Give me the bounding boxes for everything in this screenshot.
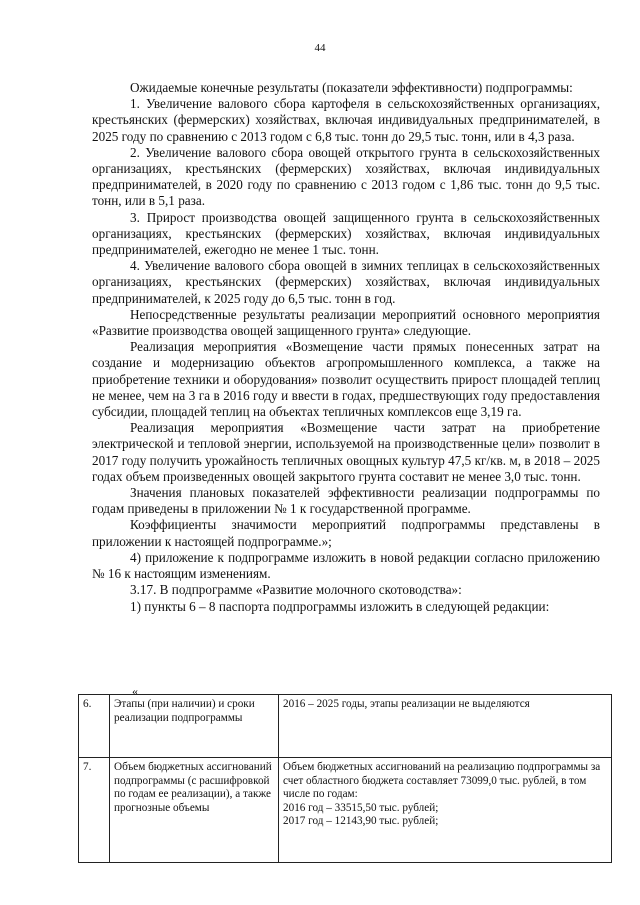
table-row <box>79 758 612 863</box>
opening-quote-mark: « <box>132 684 138 698</box>
paragraph-result-3: 3. Прирост производства овощей защищенного грунта в сельскохозяйственных организациях, крестьянских (фермерских) хозяйствах, включая индивидуальных предпринимателей, ежегодно не менее 1 тыс. тонн. <box>92 209 600 258</box>
document-body <box>92 80 600 615</box>
paragraph-results-intro: Ожидаемые конечные результаты (показатели эффективности) подпрограммы: <box>130 80 573 95</box>
row-name: Этапы (при наличии) и сроки реализации подпрограммы <box>110 695 279 758</box>
paragraph-result-1: 1. Увеличение валового сбора картофеля в сельскохозяйственных организациях, крестьянских (фермерских) хозяйствах, включая индивидуальных предпринимателей, в 2025 году по сравнению с 2013 годом с 6,8 тыс. тонн до 29,5 тыс. тонн, или в 4,3 раза. <box>92 96 600 144</box>
row-value-text: Объем бюджетных ассигнований на реализацию подпрограммы за счет областного бюджета составляет 73099,0 тыс. рублей, в том числе по годам: <box>283 761 601 801</box>
paragraph-subprogram-dairy: 3.17. В подпрограмме «Развитие молочного скотоводства»: <box>130 582 462 598</box>
row-value: 2016 – 2025 годы, этапы реализации не выделяются <box>279 695 612 758</box>
paragraph-result-4: 4. Увеличение валового сбора овощей в зимних теплицах в сельскохозяйственных организациях, крестьянских (фермерских) хозяйствах, включая индивидуальных предпринимателей, к 2025 году до 6,5 тыс. тонн в год. <box>92 258 600 306</box>
row-name: Объем бюджетных ассигнований подпрограммы (с расшифровкой по годам ее реализации), а также прогнозные объемы <box>110 758 279 863</box>
row-value <box>279 758 612 863</box>
paragraph-measure-2: Реализация мероприятия «Возмещение части затрат на приобретение электрической и тепловой энергии, используемой на производственные цели» позволит в 2017 году получить урожайность тепличных овощных культур 47,5 кг/кв. м, в 2018 – 2025 годах объем произведенных овощей закрытого грунта составит не менее 3,0 тыс. тонн. <box>92 420 600 484</box>
row-value-line: 2016 год – 33515,50 тыс. рублей; <box>283 801 439 814</box>
paragraph-measure-1: Реализация мероприятия «Возмещение части прямых понесенных затрат на создание и модернизацию объектов агропромышленного комплекса, а также на приобретение техники и оборудования» позволит осуществить прирост площадей теплиц не менее, чем на 3 га в 2016 году и ввести в годах, предшествующих году предоставления субсидии, площадей теплиц на объектах тепличных комплексов еще 3,19 га. <box>92 339 600 420</box>
paragraph-planned-values: Значения плановых показателей эффективности реализации подпрограммы по годам приведены в приложении № 1 к государственной программе. <box>92 485 600 517</box>
page-number: 44 <box>314 42 326 54</box>
paragraph-appendix: 4) приложение к подпрограмме изложить в новой редакции согласно приложению № 16 к настоящим изменениям. <box>92 549 600 582</box>
paragraph-coefficients: Коэффициенты значимости мероприятий подпрограммы представлены в приложении к настоящей подпрограмме.»; <box>92 517 600 549</box>
row-number: 7. <box>79 758 110 863</box>
row-value-line: 2017 год – 12143,90 тыс. рублей; <box>283 815 439 828</box>
paragraph-passport-items: 1) пункты 6 – 8 паспорта подпрограммы изложить в следующей редакции: <box>130 598 550 614</box>
paragraph-result-2: 2. Увеличение валового сбора овощей открытого грунта в сельскохозяйственных организациях, крестьянских (фермерских) хозяйствах, включая индивидуальных предпринимателей, в 2020 году по сравнению с 2013 годом с 1,86 тыс. тонн до 9,5 тыс. тонн, или в 5,1 раза. <box>92 144 600 209</box>
passport-table <box>78 694 612 863</box>
table-row <box>79 695 612 758</box>
row-number: 6. <box>79 695 110 758</box>
paragraph-direct-results: Непосредственные результаты реализации мероприятий основного мероприятия «Развитие производства овощей защищенного грунта» следующие. <box>92 306 600 339</box>
